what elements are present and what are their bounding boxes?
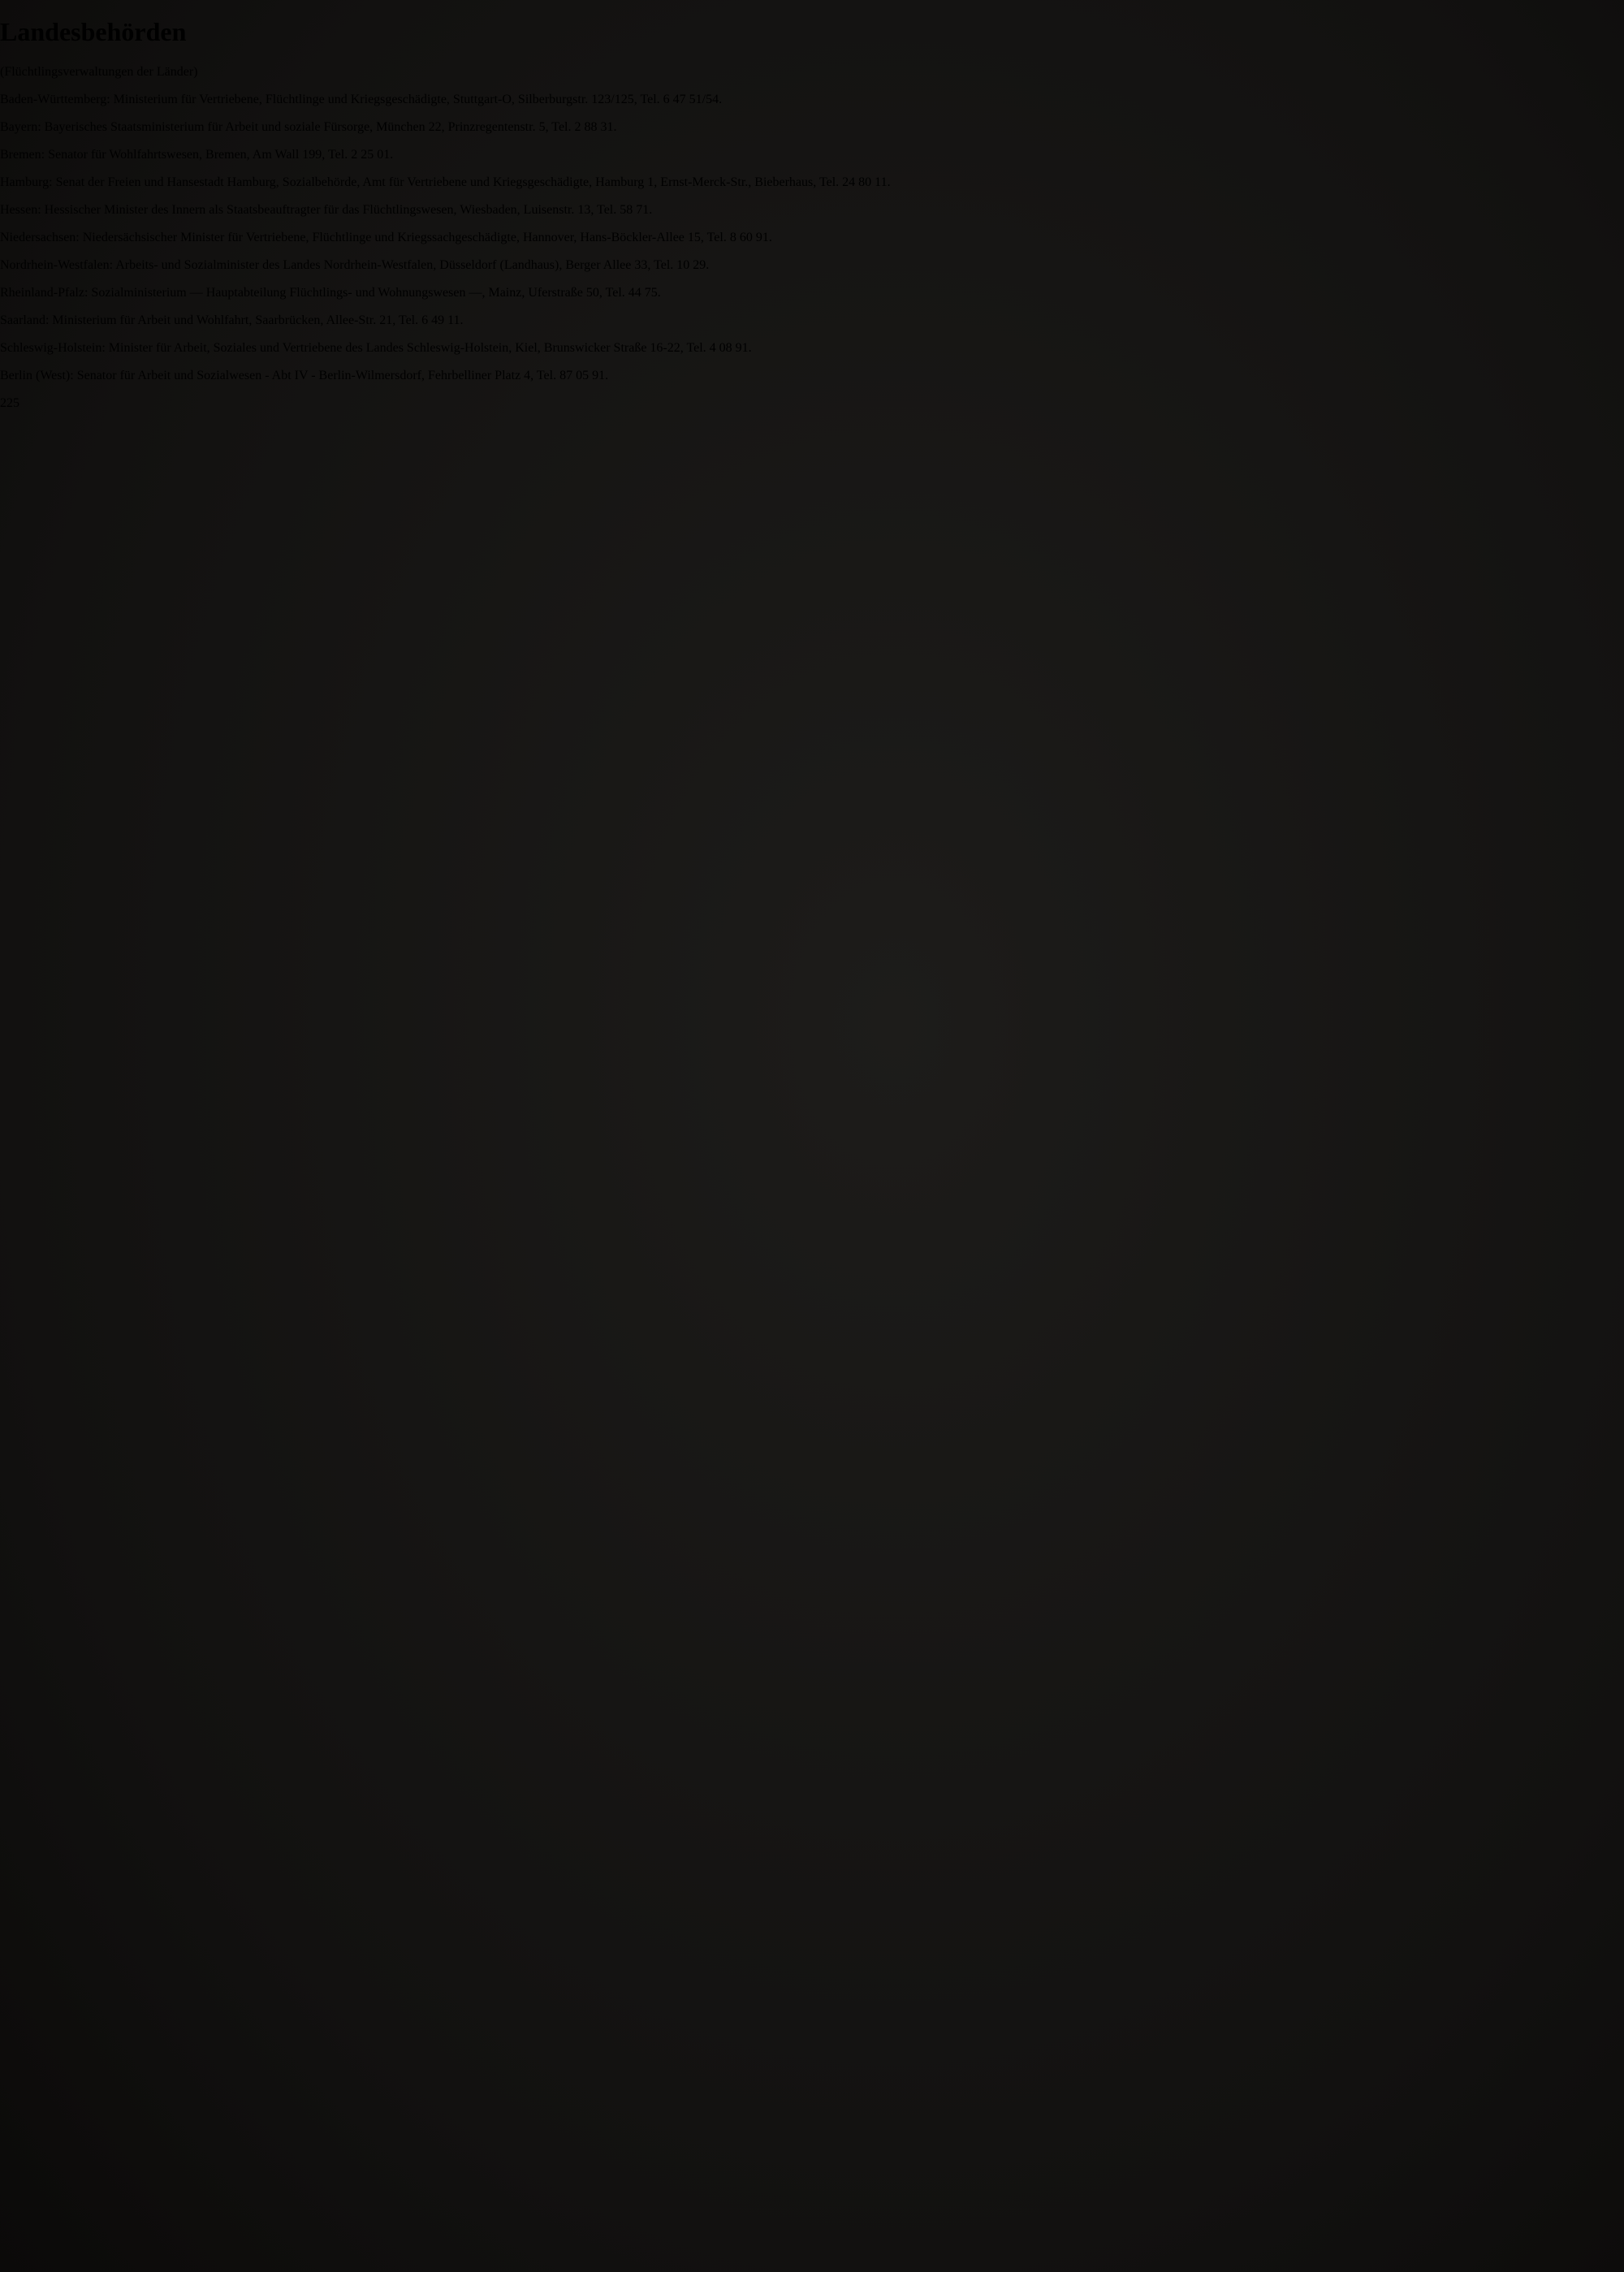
scanned-book-photo xyxy=(0,17,1624,2272)
entry-text: Senat der Freien und Hansestadt Hamburg, Sozialbehörde, Amt für Vertriebene und Kriegsgeschädigte, Hamburg 1, Ernst-Merck-Str., Bieberhaus, Tel. 24 80 11. xyxy=(55,175,891,189)
state-name: Berlin (West): xyxy=(0,368,74,382)
entry-text: Sozialministerium — Hauptabteilung Flüchtlings- und Wohnungswesen —, Mainz, Uferstraße 50, Tel. 44 75. xyxy=(91,285,661,300)
entry-hamburg xyxy=(0,175,1624,190)
state-name: Rheinland-Pfalz: xyxy=(0,285,89,300)
entry-schleswig-holstein xyxy=(0,341,1624,356)
entry-text: Bayerisches Staatsministerium für Arbeit und soziale Fürsorge, München 22, Prinzregentenstr. 5, Tel. 2 88 31. xyxy=(44,119,617,134)
state-name: Saarland: xyxy=(0,313,50,327)
state-name: Hessen: xyxy=(0,202,41,217)
entries-list xyxy=(0,93,1624,383)
entry-niedersachsen xyxy=(0,231,1624,245)
entry-hessen xyxy=(0,203,1624,218)
entry-bremen xyxy=(0,148,1624,162)
entry-text: Ministerium für Arbeit und Wohlfahrt, Saarbrücken, Allee-Str. 21, Tel. 6 49 11. xyxy=(52,313,464,327)
entry-text: Minister für Arbeit, Soziales und Vertriebene des Landes Schleswig-Holstein, Kiel, Brunswicker Straße 16-22, Tel. 4 08 91. xyxy=(108,340,752,355)
entry-text: Niedersächsischer Minister für Vertriebene, Flüchtlinge und Kriegssachgeschädigte, Hannover, Hans-Böckler-Allee 15, Tel. 8 60 91. xyxy=(82,230,772,244)
entry-text: Ministerium für Vertriebene, Flüchtlinge und Kriegsgeschädigte, Stuttgart-O, Silberburgstr. 123/125, Tel. 6 47 51/54. xyxy=(113,92,723,106)
entry-text: Hessischer Minister des Innern als Staatsbeauftragter für das Flüchtlingswesen, Wiesbaden, Luisenstr. 13, Tel. 58 71. xyxy=(44,202,653,217)
entry-saarland xyxy=(0,313,1624,328)
entry-rheinland-pfalz xyxy=(0,286,1624,300)
page-content xyxy=(0,17,1624,382)
state-name: Bayern: xyxy=(0,119,41,134)
state-name: Baden-Württemberg: xyxy=(0,92,110,106)
book-spine-edge xyxy=(0,17,13,2272)
entry-text: Senator für Wohlfahrtswesen, Bremen, Am Wall 199, Tel. 2 25 01. xyxy=(48,147,394,162)
state-name: Nordrhein-Westfalen: xyxy=(0,257,114,272)
entry-text: Senator für Arbeit und Sozialwesen - Abt IV - Berlin-Wilmersdorf, Fehrbelliner Platz 4, Tel. 87 05 91. xyxy=(76,368,609,382)
page-number: 225 xyxy=(0,395,19,410)
state-name: Schleswig-Holstein: xyxy=(0,340,106,355)
entry-text: Arbeits- und Sozialminister des Landes Nordrhein-Westfalen, Düsseldorf (Landhaus), Berger Allee 33, Tel. 10 29. xyxy=(115,257,710,272)
page-subtitle: (Flüchtlingsverwaltungen der Länder) xyxy=(0,64,198,79)
state-name: Hamburg: xyxy=(0,175,53,189)
entry-bayern xyxy=(0,120,1624,135)
state-name: Niedersachsen: xyxy=(0,230,80,244)
entry-berlin-west xyxy=(0,369,1624,383)
book-page xyxy=(0,17,1624,410)
entry-baden-wuerttemberg xyxy=(0,93,1624,107)
entry-nordrhein-westfalen xyxy=(0,258,1624,273)
page-title: Landesbehörden xyxy=(0,17,187,47)
state-name: Bremen: xyxy=(0,147,45,162)
